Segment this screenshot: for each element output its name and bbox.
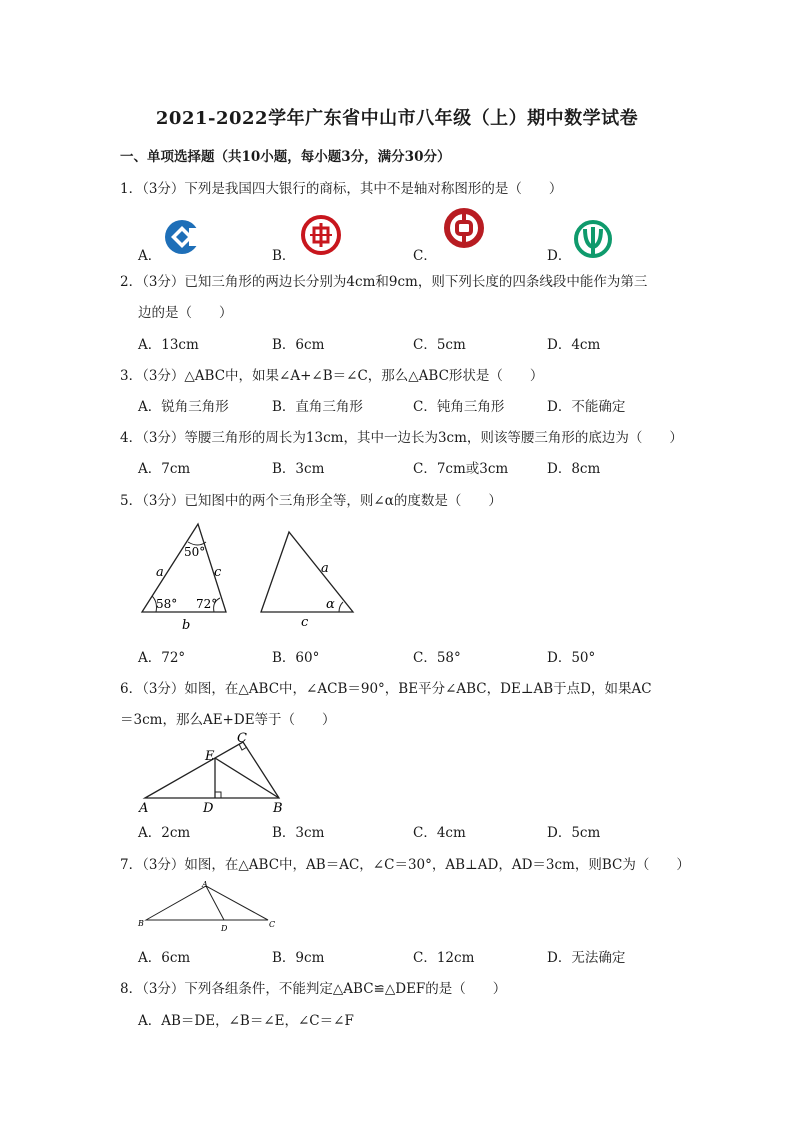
q5-option-b: B．60° — [272, 650, 320, 666]
q2-option-b: B．6cm — [272, 337, 325, 353]
q3-option-b: B．直角三角形 — [272, 399, 363, 415]
q7-label-d: D — [221, 924, 228, 933]
q4-option-c: C．7cm或3cm — [413, 461, 509, 477]
icbc-logo-icon — [300, 214, 342, 256]
q5-left-side-a: a — [156, 565, 164, 580]
q6-stem: 6．（3分）如图，在△ABC中，∠ACB＝90°，BE平分∠ABC，DE⊥AB于点D，如果AC — [120, 681, 652, 697]
q3-option-c: C．钝角三角形 — [413, 399, 505, 415]
q6-stem-continued: ＝3cm，那么AE+DE等于（ ） — [120, 712, 336, 728]
q8-option-a: A．AB＝DE，∠B＝∠E，∠C＝∠F — [138, 1013, 354, 1029]
section-heading: 一、单项选择题（共10小题，每小题3分，满分30分） — [120, 149, 451, 165]
q6-option-b: B．3cm — [272, 825, 325, 841]
q2-option-c: C．5cm — [413, 337, 466, 353]
q6-label-d: D — [203, 801, 214, 816]
q5-left-top-angle: 50° — [184, 545, 206, 559]
q1-option-b: B． — [272, 248, 296, 264]
q1-option-c: C． — [413, 248, 437, 264]
q5-option-d: D．50° — [547, 650, 596, 666]
q1-option-d: D． — [547, 248, 572, 264]
q7-option-c: C．12cm — [413, 950, 475, 966]
q5-option-c: C．58° — [413, 650, 461, 666]
q5-left-right-angle: 72° — [196, 597, 218, 611]
q6-option-a: A．2cm — [138, 825, 191, 841]
q2-stem: 2．（3分）已知三角形的两边长分别为4cm和9cm，则下列长度的四条线段中能作为第三 — [120, 274, 648, 290]
q3-stem: 3．（3分）△ABC中，如果∠A+∠B＝∠C，那么△ABC形状是（ ） — [120, 368, 544, 384]
q5-option-a: A．72° — [138, 650, 186, 666]
q6-label-c: C — [237, 731, 247, 746]
q7-label-a: A — [202, 880, 208, 889]
abc-logo-icon — [573, 219, 613, 259]
q2-option-a: A．13cm — [138, 337, 199, 353]
q8-stem: 8．（3分）下列各组条件，不能判定△ABC≌△DEF的是（ ） — [120, 981, 507, 997]
q5-right-angle-alpha: α — [326, 597, 335, 612]
q2-stem-continued: 边的是（ ） — [138, 305, 233, 321]
q5-triangle-figure-right — [255, 528, 365, 628]
ccb-logo-icon — [163, 218, 201, 256]
q7-label-c: C — [269, 920, 276, 929]
paper-title: 2021-2022学年广东省中山市八年级（上）期中数学试卷 — [155, 108, 639, 129]
q6-option-c: C．4cm — [413, 825, 466, 841]
q6-label-a: A — [139, 801, 149, 816]
q5-left-left-angle: 58° — [156, 597, 178, 611]
q3-option-a: A．锐角三角形 — [138, 399, 229, 415]
q6-label-b: B — [273, 801, 283, 816]
q7-stem: 7．（3分）如图，在△ABC中，AB＝AC，∠C＝30°，AB⊥AD，AD＝3cm，则BC为（ ） — [120, 857, 690, 873]
q1-stem: 1．（3分）下列是我国四大银行的商标，其中不是轴对称图形的是（ ） — [120, 181, 563, 197]
q7-label-b: B — [138, 919, 144, 928]
q5-triangle-figure-left — [130, 518, 240, 634]
q1-option-a: A． — [138, 248, 162, 264]
q5-stem: 5．（3分）已知图中的两个三角形全等，则∠α的度数是（ ） — [120, 493, 502, 509]
q2-option-d: D．4cm — [547, 337, 601, 353]
q6-triangle-figure — [135, 730, 295, 816]
q4-option-d: D．8cm — [547, 461, 601, 477]
q4-option-b: B．3cm — [272, 461, 325, 477]
q5-right-side-a: a — [321, 561, 329, 576]
q7-option-a: A．6cm — [138, 950, 191, 966]
boc-logo-icon — [443, 207, 485, 249]
q6-label-e: E — [205, 749, 215, 764]
q4-option-a: A．7cm — [138, 461, 191, 477]
q7-triangle-figure — [136, 878, 281, 936]
q6-option-d: D．5cm — [547, 825, 601, 841]
q5-left-side-b: b — [182, 618, 191, 633]
q7-option-b: B．9cm — [272, 950, 325, 966]
q7-option-d: D．无法确定 — [547, 950, 626, 966]
q5-right-side-c: c — [301, 615, 309, 628]
q5-left-side-c: c — [214, 565, 222, 580]
q3-option-d: D．不能确定 — [547, 399, 626, 415]
q4-stem: 4．（3分）等腰三角形的周长为13cm，其中一边长为3cm，则该等腰三角形的底边为（ ） — [120, 430, 683, 446]
